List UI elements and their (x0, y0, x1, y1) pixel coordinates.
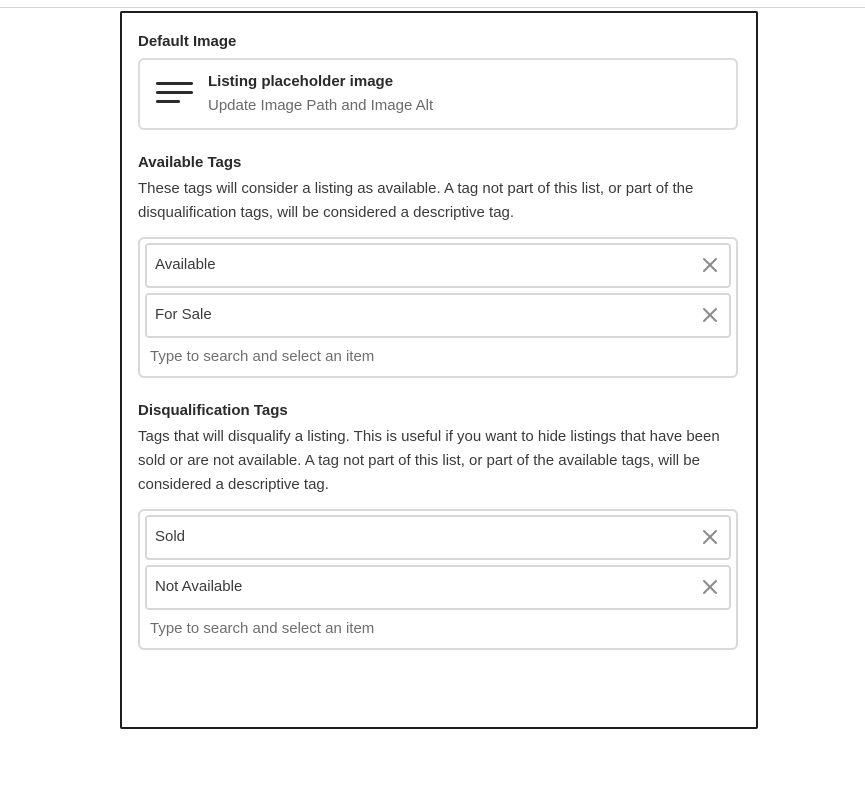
tag-chip (145, 515, 731, 560)
settings-panel (120, 11, 758, 729)
default-image-subtitle: Update Image Path and Image Alt (208, 97, 434, 114)
top-divider (0, 7, 865, 8)
default-image-title: Listing placeholder image (208, 73, 394, 90)
disqualification-tags-heading: Disqualification Tags (138, 402, 288, 419)
close-icon[interactable] (701, 528, 719, 546)
available-tags-search-input[interactable] (150, 348, 710, 365)
disqualification-tags-description: Tags that will disqualify a listing. This is useful if you want to hide listings that have been sold or are not available. A tag not part of this list, or part of the available tags, will be considered a descriptive tag. (138, 428, 720, 493)
disqualification-tags-field (138, 509, 738, 650)
tag-chip-label: Sold (155, 528, 186, 545)
close-icon[interactable] (701, 578, 719, 596)
close-icon[interactable] (701, 306, 719, 324)
available-tags-heading: Available Tags (138, 154, 242, 171)
default-image-section (138, 32, 738, 114)
hamburger-menu-icon[interactable] (156, 82, 194, 108)
tag-chip (145, 243, 731, 288)
tag-chip-label: For Sale (155, 306, 212, 323)
close-icon[interactable] (701, 256, 719, 274)
available-tags-field (138, 237, 738, 378)
default-image-heading: Default Image (138, 33, 237, 50)
tag-chip (145, 565, 731, 610)
tag-chip-label: Not Available (155, 578, 243, 595)
available-tags-section (138, 153, 738, 323)
disqualification-tags-search-input[interactable] (150, 620, 710, 637)
default-image-card[interactable] (138, 58, 738, 130)
tag-chip (145, 293, 731, 338)
disqualification-tags-section (138, 401, 738, 595)
available-tags-description: These tags will consider a listing as available. A tag not part of this list, or part of the disqualification tags, will be considered a descriptive tag. (138, 180, 694, 221)
tag-chip-label: Available (155, 256, 216, 273)
